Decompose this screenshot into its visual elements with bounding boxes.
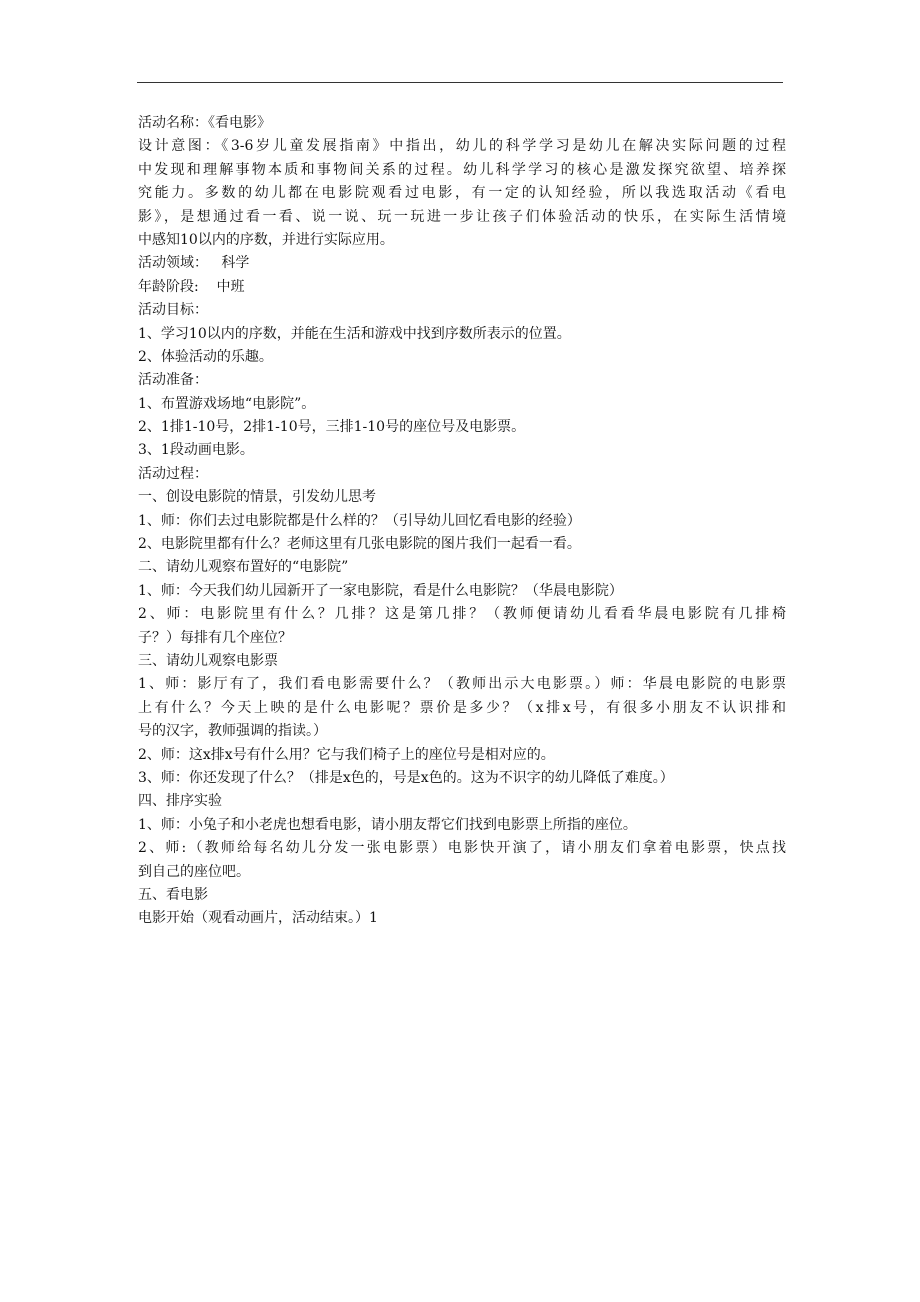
- list-item: 2、师：电影院里有什么？几排？这是第几排？（教师便请幼儿看看华晨电影院有几排椅: [138, 606, 786, 623]
- list-item: 1、师：小兔子和小老虎也想看电影，请小朋友帮它们找到电影票上所指的座位。: [138, 816, 637, 833]
- step-heading: 三、请幼儿观察电影票: [138, 652, 278, 669]
- list-item-continuation: 子？）每排有几个座位？: [138, 629, 292, 646]
- list-item: 2、体验活动的乐趣。: [138, 348, 273, 365]
- list-item-continuation: 号的汉字，教师强调的指读。）: [138, 723, 327, 740]
- design-intent-line: 究能力。多数的幼儿都在电影院观看过电影，有一定的认知经验，所以我选取活动《看电: [138, 185, 786, 202]
- step-heading: 一、创设电影院的情景，引发幼儿思考: [138, 489, 376, 506]
- header-rule: [137, 82, 783, 83]
- list-item: 2、师：这x排x号有什么用？它与我们椅子上的座位号是相对应的。: [138, 746, 555, 763]
- section-heading: 活动过程：: [138, 465, 208, 482]
- list-item: 1、师：你们去过电影院都是什么样的？（引导幼儿回忆看电影的经验）: [138, 512, 581, 529]
- list-item: 1、师：今天我们幼儿园新开了一家电影院，看是什么电影院？（华晨电影院）: [138, 582, 623, 599]
- closing-line: 电影开始（观看动画片，活动结束。）1: [138, 910, 378, 927]
- section-heading: 活动目标：: [138, 302, 208, 319]
- list-item: 3、1段动画电影。: [138, 442, 254, 459]
- step-heading: 五、看电影: [138, 886, 208, 903]
- activity-name: 活动名称：《看电影》: [138, 115, 271, 131]
- list-item: 1、师：影厅有了，我们看电影需要什么？（教师出示大电影票。）师：华晨电影院的电影票: [138, 676, 786, 693]
- list-item-continuation: 上有什么？今天上映的是什么电影呢？票价是多少？（x排x号，有很多小朋友不认识排和: [138, 699, 786, 716]
- design-intent-line: 中发现和理解事物本质和事物间关系的过程。幼儿科学学习的核心是激发探究欲望、培养探: [138, 161, 786, 178]
- design-intent-line: 影》，是想通过看一看、说一说、玩一玩进一步让孩子们体验活动的快乐，在实际生活情境: [138, 208, 786, 225]
- list-item: 3、师：你还发现了什么？（排是x色的，号是x色的。这为不识字的幼儿降低了难度。）: [138, 769, 674, 786]
- list-item: 2、电影院里都有什么？老师这里有几张电影院的图片我们一起看一看。: [138, 536, 581, 553]
- section-heading: 活动准备：: [138, 372, 208, 389]
- activity-domain: 活动领域： 科学: [138, 255, 250, 272]
- list-item: 2、1排1-10号，2排1-10号，三排1-10号的座位号及电影票。: [138, 419, 526, 436]
- list-item: 1、布置游戏场地“电影院”。: [138, 395, 316, 412]
- list-item: 2、师:（教师给每名幼儿分发一张电影票）电影快开演了，请小朋友们拿着电影票，快点找: [138, 840, 786, 857]
- design-intent-line: 设计意图：《3-6岁儿童发展指南》中指出，幼儿的科学学习是幼儿在解决实际问题的过程: [138, 138, 786, 155]
- list-item-continuation: 到自己的座位吧。: [138, 863, 250, 880]
- document-body: [138, 112, 786, 931]
- design-intent-line: 中感知10以内的序数，并进行实际应用。: [138, 231, 394, 248]
- step-heading: 二、请幼儿观察布置好的“电影院”: [138, 559, 349, 576]
- age-stage: 年龄阶段: 中班: [138, 278, 245, 295]
- step-heading: 四、排序实验: [138, 793, 222, 810]
- list-item: 1、学习10以内的序数，并能在生活和游戏中找到序数所表示的位置。: [138, 325, 571, 342]
